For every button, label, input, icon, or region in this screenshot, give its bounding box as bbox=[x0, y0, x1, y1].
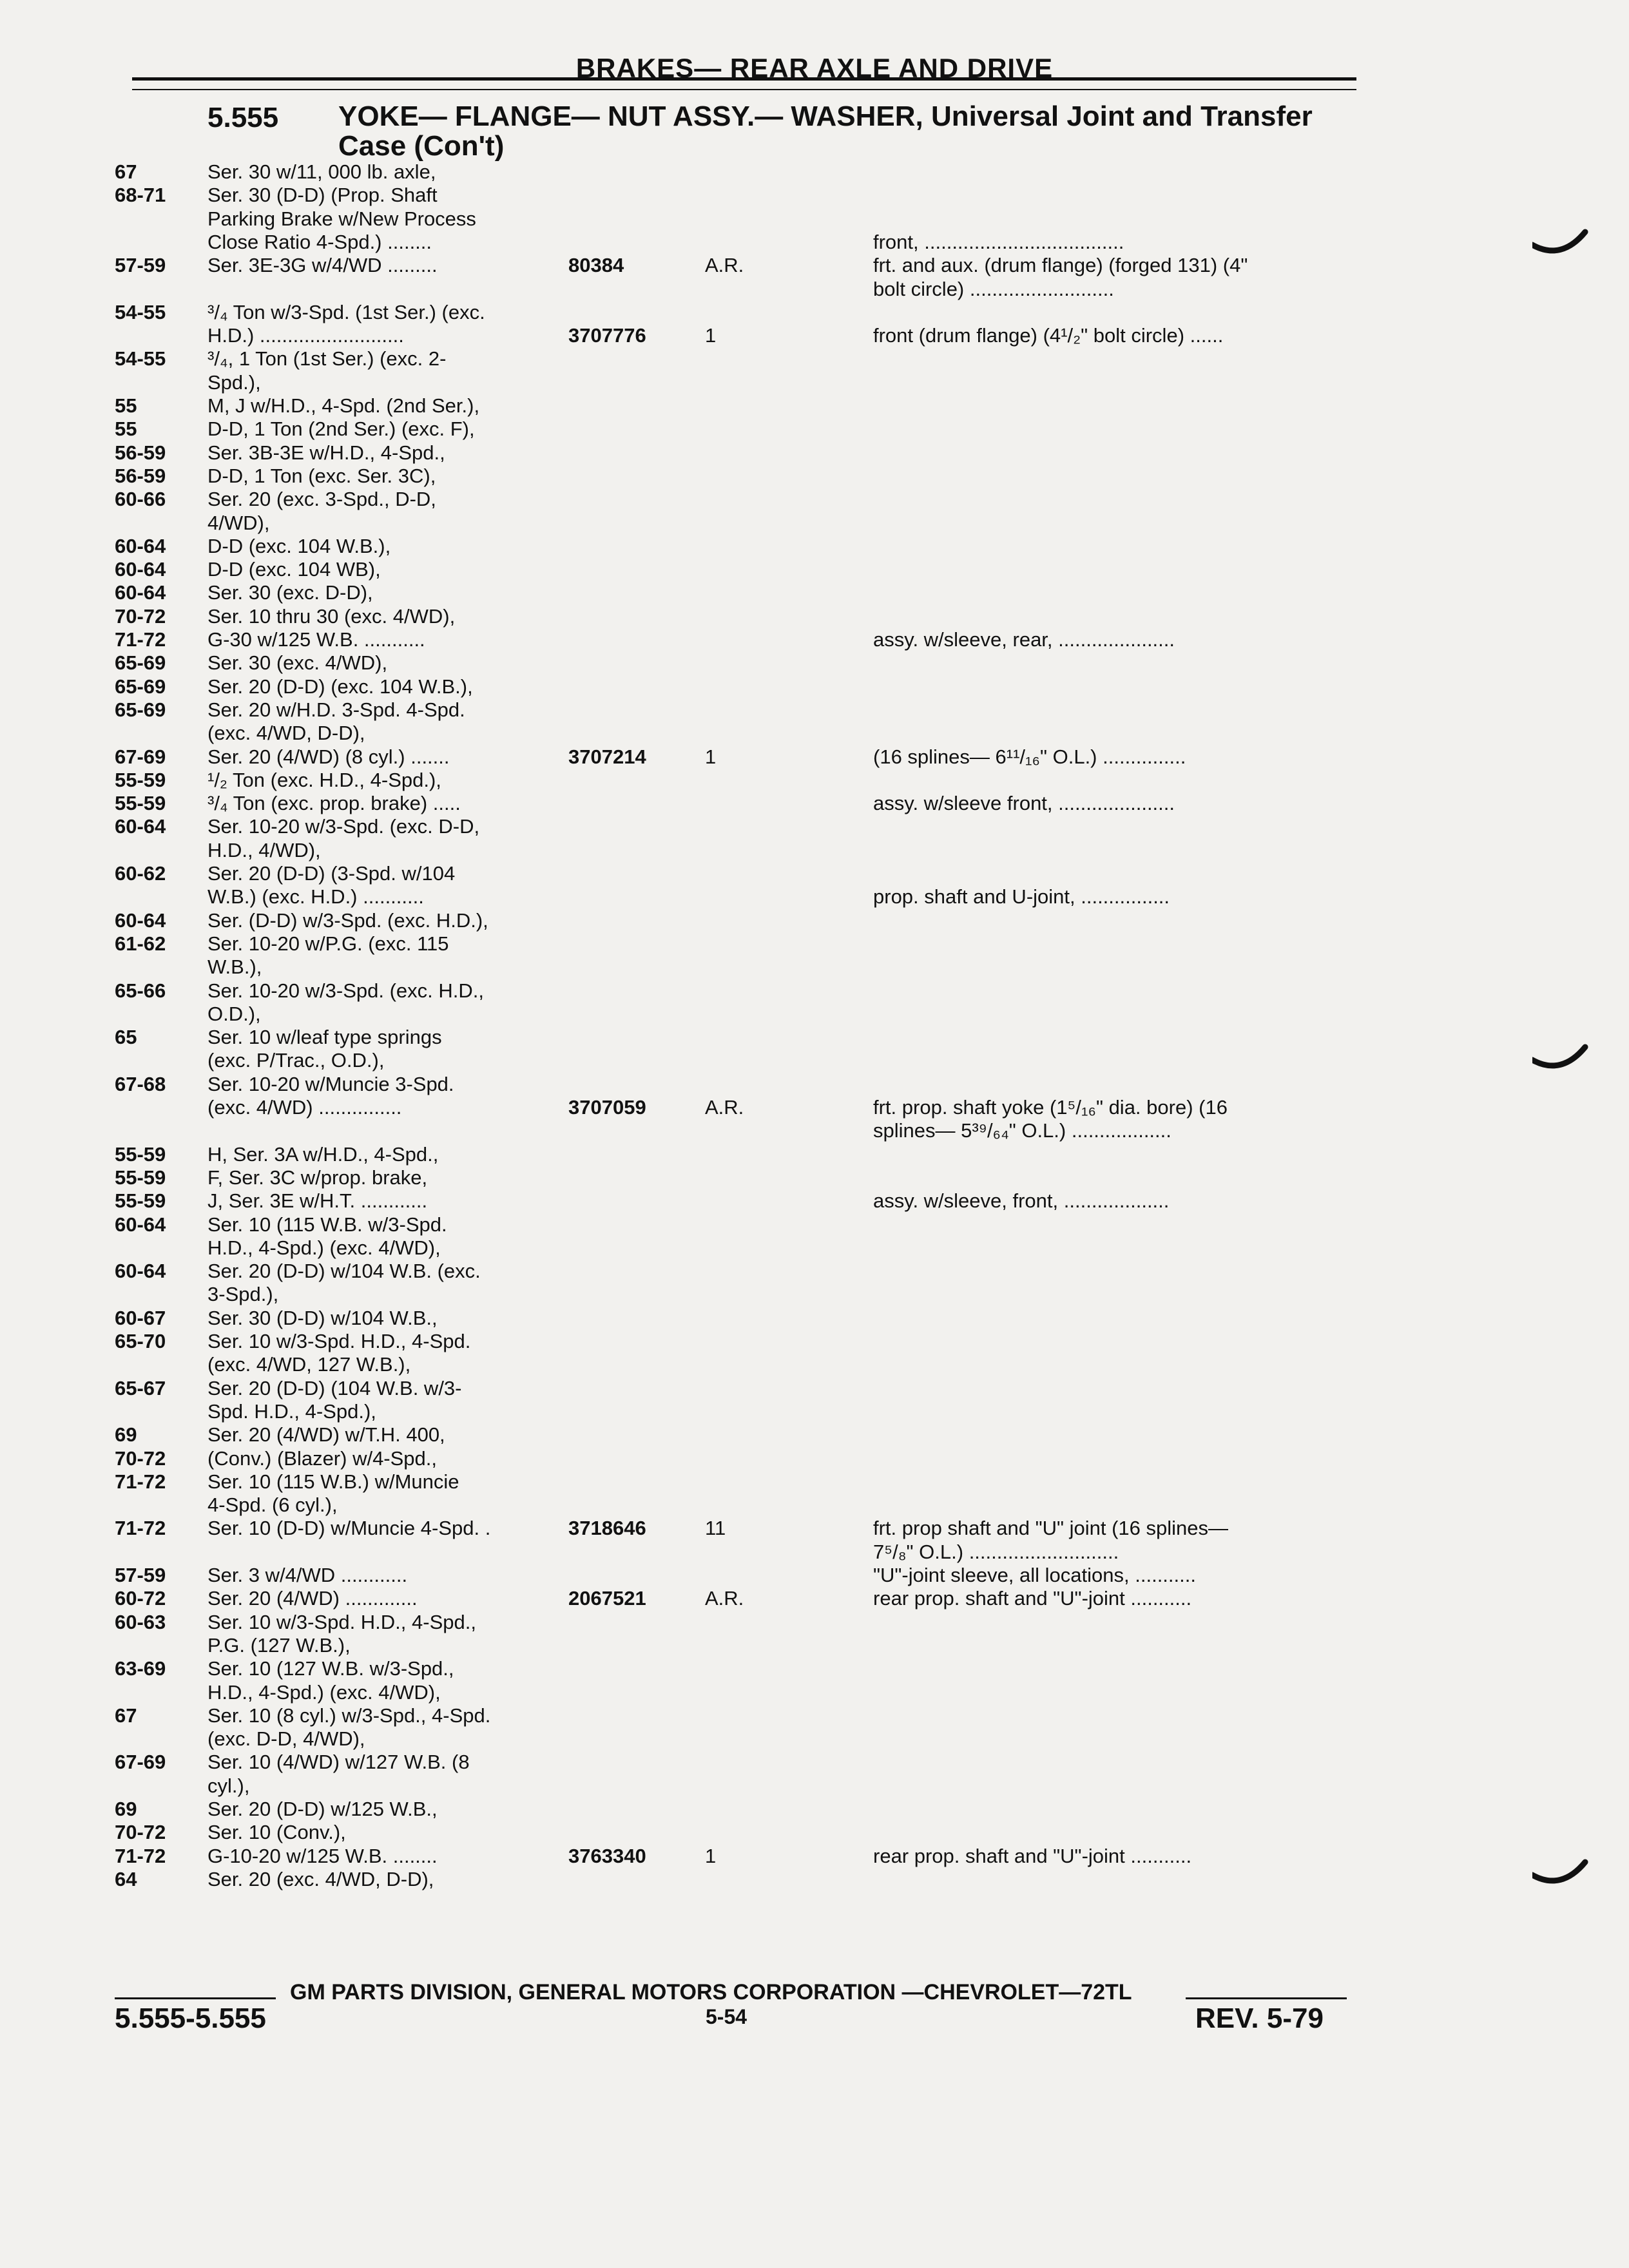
row-application: Ser. 10-20 w/3-Spd. (exc. D-D, bbox=[207, 816, 480, 838]
row-application: Ser. 10 (4/WD) w/127 W.B. (8 bbox=[207, 1751, 470, 1774]
row-years: 60-66 bbox=[115, 488, 166, 511]
row-application: Ser. 10-20 w/3-Spd. (exc. H.D., bbox=[207, 979, 485, 1002]
row-application: Ser. 10 (Conv.), bbox=[207, 1821, 346, 1844]
row-application: H, Ser. 3A w/H.D., 4-Spd., bbox=[207, 1143, 439, 1166]
row-application: J, Ser. 3E w/H.T. ............ bbox=[207, 1190, 428, 1213]
row-application: Ser. 10-20 w/Muncie 3-Spd. bbox=[207, 1073, 454, 1095]
row-years: 60-64 bbox=[115, 1213, 166, 1236]
row-application: Ser. 10 w/3-Spd. H.D., 4-Spd. bbox=[207, 1331, 471, 1352]
row-years: 65-67 bbox=[115, 1376, 166, 1399]
row-description: splines— 5³⁹/₆₄" O.L.) .................. bbox=[873, 1120, 1171, 1142]
row-application: F, Ser. 3C w/prop. brake, bbox=[207, 1166, 428, 1189]
row-application: Ser. 3 w/4/WD ............ bbox=[207, 1564, 408, 1586]
row-years: 55-59 bbox=[115, 1142, 166, 1166]
row-years: 65-69 bbox=[115, 675, 166, 698]
row-part-number: 80384 bbox=[568, 254, 624, 277]
binder-mark bbox=[1532, 1856, 1590, 1888]
row-years: 60-64 bbox=[115, 558, 166, 581]
section-number: 5.555 bbox=[207, 102, 279, 133]
row-application: Ser. 10 w/3-Spd. H.D., 4-Spd., bbox=[207, 1611, 476, 1633]
row-years: 60-64 bbox=[115, 815, 166, 838]
row-application: Ser. 20 w/H.D. 3-Spd. 4-Spd. bbox=[207, 698, 465, 721]
footer-company: GM PARTS DIVISION, GENERAL MOTORS CORPORATION —CHEVROLET—72TL bbox=[290, 1980, 1132, 2004]
row-application: cyl.), bbox=[207, 1774, 250, 1797]
row-years: 67-69 bbox=[115, 745, 166, 768]
row-application: D-D, 1 Ton (exc. Ser. 3C), bbox=[207, 465, 436, 487]
row-description: front, .................................... bbox=[873, 231, 1124, 253]
row-description: frt. prop shaft and "U" joint (16 splines— bbox=[873, 1517, 1228, 1540]
row-application: Ser. 20 (4/WD) w/T.H. 400, bbox=[207, 1424, 445, 1446]
row-application: Ser. (D-D) w/3-Spd. (exc. H.D.), bbox=[207, 909, 488, 932]
row-application: Ser. 10 w/leaf type springs bbox=[207, 1026, 442, 1049]
row-application: Ser. 3E-3G w/4/WD ......... bbox=[207, 255, 438, 277]
row-application: H.D.) .......................... bbox=[207, 325, 404, 347]
row-application: Ser. 20 (4/WD) (8 cyl.) ....... bbox=[207, 745, 450, 768]
row-description: prop. shaft and U-joint, ................ bbox=[873, 886, 1170, 908]
row-application: Ser. 3B-3E w/H.D., 4-Spd., bbox=[207, 441, 445, 464]
row-application: H.D., 4-Spd.) (exc. 4/WD), bbox=[207, 1681, 441, 1704]
row-years: 60-63 bbox=[115, 1610, 166, 1633]
row-part-number: 3718646 bbox=[568, 1517, 646, 1540]
row-quantity: 1 bbox=[705, 745, 717, 768]
row-years: 54-55 bbox=[115, 300, 166, 323]
row-part-number: 3763340 bbox=[568, 1844, 646, 1867]
row-description: frt. and aux. (drum flange) (forged 131) (4" bbox=[873, 255, 1248, 277]
row-application: Spd.), bbox=[207, 371, 261, 394]
row-application: Ser. 10 (115 W.B.) w/Muncie bbox=[207, 1470, 459, 1493]
row-part-number: 3707776 bbox=[568, 324, 646, 347]
section-title: YOKE— FLANGE— NUT ASSY.— WASHER, Universal Joint and Transfer Case (Con't) bbox=[338, 101, 1313, 162]
page-title: BRAKES— REAR AXLE AND DRIVE bbox=[575, 53, 1054, 83]
row-years: 64 bbox=[115, 1867, 137, 1890]
row-years: 60-64 bbox=[115, 581, 166, 604]
row-years: 60-67 bbox=[115, 1306, 166, 1329]
row-years: 71-72 bbox=[115, 628, 166, 651]
row-application: Spd. H.D., 4-Spd.), bbox=[207, 1400, 376, 1423]
row-years: 65-66 bbox=[115, 979, 166, 1002]
row-application: Ser. 30 (exc. 4/WD), bbox=[207, 652, 388, 675]
row-quantity: 1 bbox=[705, 324, 717, 347]
row-application: P.G. (127 W.B.), bbox=[207, 1634, 351, 1657]
row-years: 67-68 bbox=[115, 1072, 166, 1095]
row-years: 70-72 bbox=[115, 1821, 166, 1844]
row-years: 65-69 bbox=[115, 651, 166, 675]
binder-mark bbox=[1532, 226, 1590, 258]
row-years: 67-69 bbox=[115, 1751, 166, 1774]
header-rule-thin bbox=[132, 89, 1356, 90]
row-application: D-D, 1 Ton (2nd Ser.) (exc. F), bbox=[207, 418, 475, 441]
row-application: Ser. 10 (D-D) w/Muncie 4-Spd. . bbox=[207, 1517, 491, 1540]
row-years: 71-72 bbox=[115, 1470, 166, 1493]
row-years: 67 bbox=[115, 1704, 137, 1727]
row-application: ³/₄ Ton w/3-Spd. (1st Ser.) (exc. bbox=[207, 301, 485, 323]
binder-mark bbox=[1532, 1041, 1590, 1073]
row-application: ³/₄, 1 Ton (1st Ser.) (exc. 2- bbox=[207, 348, 447, 370]
row-description: "U"-joint sleeve, all locations, ........... bbox=[873, 1564, 1196, 1586]
row-years: 55 bbox=[115, 418, 137, 441]
row-application: Close Ratio 4-Spd.) ........ bbox=[207, 231, 432, 253]
row-years: 65-70 bbox=[115, 1330, 166, 1352]
footer-revision: REV. 5-79 bbox=[1195, 2003, 1324, 2034]
row-years: 61-62 bbox=[115, 932, 166, 955]
row-quantity: A.R. bbox=[705, 1096, 744, 1119]
row-application: Ser. 10 thru 30 (exc. 4/WD), bbox=[207, 605, 456, 628]
row-application: W.B.), bbox=[207, 956, 262, 979]
row-years: 70-72 bbox=[115, 604, 166, 628]
row-years: 69 bbox=[115, 1423, 137, 1446]
row-description: 7⁵/₈" O.L.) ........................... bbox=[873, 1541, 1119, 1563]
row-quantity: A.R. bbox=[705, 254, 744, 277]
row-description: assy. w/sleeve, rear, ..................... bbox=[873, 629, 1175, 651]
footer-page-number: 5-54 bbox=[706, 2005, 747, 2028]
row-description: frt. prop. shaft yoke (1⁵/₁₆" dia. bore) (16 bbox=[873, 1097, 1228, 1119]
row-application: 4/WD), bbox=[207, 512, 270, 534]
row-years: 57-59 bbox=[115, 254, 166, 277]
row-description: (16 splines— 6¹¹/₁₆" O.L.) ............... bbox=[873, 745, 1186, 768]
row-application: W.B.) (exc. H.D.) ........... bbox=[207, 886, 424, 908]
row-application: M, J w/H.D., 4-Spd. (2nd Ser.), bbox=[207, 395, 480, 417]
row-application: Ser. 10 (115 W.B. w/3-Spd. bbox=[207, 1213, 447, 1236]
row-years: 60-62 bbox=[115, 862, 166, 885]
row-quantity: 11 bbox=[705, 1517, 726, 1540]
row-application: H.D., 4/WD), bbox=[207, 839, 321, 861]
row-years: 63-69 bbox=[115, 1657, 166, 1680]
row-application: Ser. 10 (127 W.B. w/3-Spd., bbox=[207, 1658, 454, 1680]
row-application: ¹/₂ Ton (exc. H.D., 4-Spd.), bbox=[207, 769, 441, 791]
row-application: Ser. 30 w/11, 000 lb. axle, bbox=[207, 161, 436, 183]
row-years: 69 bbox=[115, 1798, 137, 1820]
row-years: 56-59 bbox=[115, 441, 166, 464]
row-application: H.D., 4-Spd.) (exc. 4/WD), bbox=[207, 1236, 441, 1259]
row-description: assy. w/sleeve, front, ................... bbox=[873, 1190, 1170, 1213]
row-years: 65 bbox=[115, 1026, 137, 1049]
row-application: 4-Spd. (6 cyl.), bbox=[207, 1494, 338, 1517]
row-application: Ser. 20 (D-D) (3-Spd. w/104 bbox=[207, 863, 456, 885]
row-years: 71-72 bbox=[115, 1517, 166, 1540]
row-years: 67 bbox=[115, 160, 137, 183]
row-application: Parking Brake w/New Process bbox=[207, 207, 476, 230]
row-application: G-10-20 w/125 W.B. ........ bbox=[207, 1845, 438, 1867]
row-years: 60-72 bbox=[115, 1587, 166, 1610]
row-years: 55-59 bbox=[115, 792, 166, 815]
row-application: Ser. 10 (8 cyl.) w/3-Spd., 4-Spd. bbox=[207, 1704, 491, 1727]
row-application: Ser. 20 (exc. 3-Spd., D-D, bbox=[207, 488, 436, 511]
row-years: 55 bbox=[115, 394, 137, 417]
row-years: 65-69 bbox=[115, 698, 166, 721]
row-years: 56-59 bbox=[115, 464, 166, 487]
row-years: 55-59 bbox=[115, 768, 166, 791]
footer-rule-left bbox=[115, 1997, 276, 1999]
row-application: Ser. 10-20 w/P.G. (exc. 115 bbox=[207, 932, 449, 955]
row-application: Ser. 20 (D-D) (104 W.B. w/3- bbox=[207, 1377, 462, 1399]
row-years: 60-64 bbox=[115, 908, 166, 932]
row-description: front (drum flange) (4¹/₂" bolt circle) ...... bbox=[873, 325, 1224, 347]
row-application: ³/₄ Ton (exc. prop. brake) ..... bbox=[207, 793, 461, 815]
row-application: (exc. 4/WD, D-D), bbox=[207, 722, 365, 745]
row-application: G-30 w/125 W.B. ........... bbox=[207, 629, 425, 651]
footer-rule-right bbox=[1186, 1997, 1347, 1999]
row-application: Ser. 20 (4/WD) ............. bbox=[207, 1588, 418, 1610]
row-years: 54-55 bbox=[115, 347, 166, 370]
row-application: Ser. 20 (exc. 4/WD, D-D), bbox=[207, 1868, 434, 1890]
row-years: 55-59 bbox=[115, 1189, 166, 1213]
row-part-number: 2067521 bbox=[568, 1587, 646, 1610]
footer-range: 5.555-5.555 bbox=[115, 2003, 266, 2034]
row-description: rear prop. shaft and "U"-joint ........... bbox=[873, 1845, 1192, 1867]
row-application: 3-Spd.), bbox=[207, 1283, 279, 1306]
row-application: D-D (exc. 104 WB), bbox=[207, 559, 381, 581]
row-quantity: 1 bbox=[705, 1844, 717, 1867]
row-part-number: 3707059 bbox=[568, 1096, 646, 1119]
row-application: (exc. P/Trac., O.D.), bbox=[207, 1050, 385, 1072]
row-application: Ser. 20 (D-D) w/125 W.B., bbox=[207, 1798, 438, 1820]
row-application: Ser. 20 (D-D) (exc. 104 W.B.), bbox=[207, 675, 473, 698]
row-years: 70-72 bbox=[115, 1446, 166, 1470]
row-description: bolt circle) .......................... bbox=[873, 278, 1114, 300]
row-application: Ser. 30 (exc. D-D), bbox=[207, 582, 373, 604]
row-part-number: 3707214 bbox=[568, 745, 646, 768]
row-years: 55-59 bbox=[115, 1166, 166, 1189]
row-years: 68-71 bbox=[115, 184, 166, 207]
row-application: D-D (exc. 104 W.B.), bbox=[207, 535, 391, 557]
row-description: assy. w/sleeve front, ..................... bbox=[873, 793, 1175, 815]
row-quantity: A.R. bbox=[705, 1587, 744, 1610]
row-application: Ser. 30 (D-D) (Prop. Shaft bbox=[207, 184, 438, 207]
row-years: 71-72 bbox=[115, 1844, 166, 1867]
row-application: (exc. D-D, 4/WD), bbox=[207, 1728, 365, 1751]
row-years: 57-59 bbox=[115, 1564, 166, 1586]
row-application: Ser. 30 (D-D) w/104 W.B., bbox=[207, 1307, 438, 1329]
row-description: rear prop. shaft and "U"-joint ........... bbox=[873, 1588, 1192, 1610]
row-application: (exc. 4/WD) ............... bbox=[207, 1097, 402, 1119]
row-years: 60-64 bbox=[115, 1260, 166, 1283]
row-application: (exc. 4/WD, 127 W.B.), bbox=[207, 1354, 411, 1376]
row-years: 60-64 bbox=[115, 534, 166, 557]
row-application: Ser. 20 (D-D) w/104 W.B. (exc. bbox=[207, 1260, 481, 1283]
row-application: (Conv.) (Blazer) w/4-Spd., bbox=[207, 1447, 438, 1470]
row-application: O.D.), bbox=[207, 1003, 261, 1025]
